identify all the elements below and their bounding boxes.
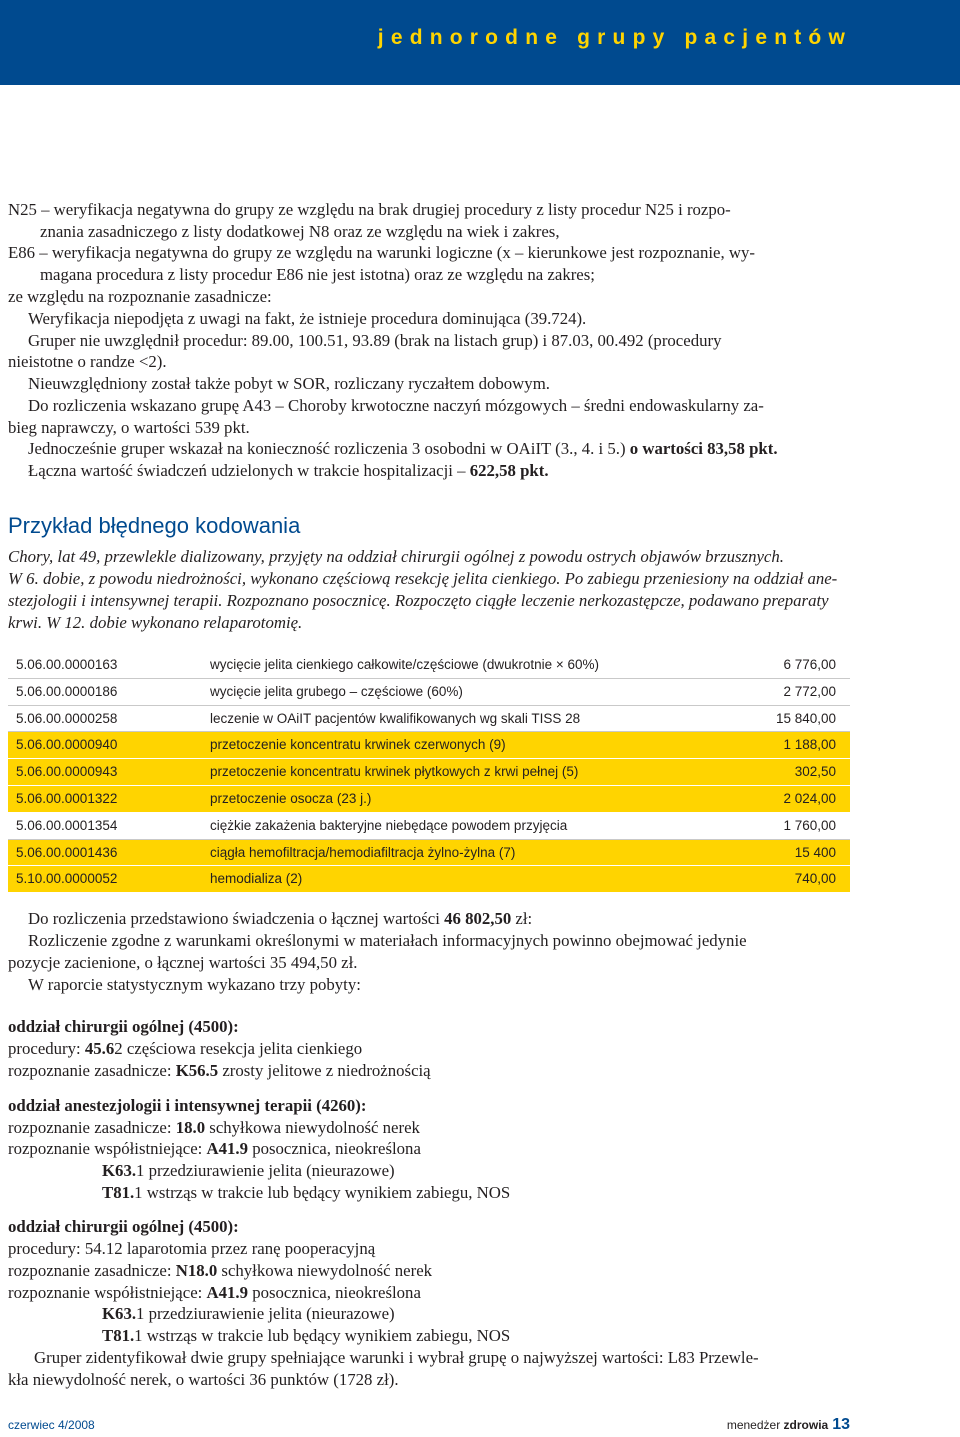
procedure-value: 1 188,00 xyxy=(783,737,836,753)
intro-line: ze względu na rozpoznanie zasadnicze: xyxy=(8,287,272,306)
table-row xyxy=(8,866,850,893)
table-row xyxy=(8,759,850,786)
stay-code: K63. xyxy=(102,1304,137,1323)
intro-line: magana procedura z listy procedur E86 nie jest istotna) oraz ze względu na zakres; xyxy=(40,265,595,284)
procedure-value: 15 400 xyxy=(794,844,836,860)
table-row xyxy=(8,813,850,840)
stay-line: procedury: 54.12 laparotomia przez ranę pooperacyjną xyxy=(8,1239,376,1258)
intro-line: bieg naprawczy, o wartości 539 pkt. xyxy=(8,418,250,437)
procedure-code: 5.06.00.0001354 xyxy=(16,817,118,833)
stay-text: 2 częściowa resekcja jelita cienkiego xyxy=(114,1039,363,1058)
intro-line: E86 – weryfikacja negatywna do grupy ze względu na warunki logiczne (x – kierunkowe jest rozpoznanie, wy- xyxy=(8,243,755,262)
summary-text: zł: xyxy=(511,909,533,928)
stay-code: A41.9 xyxy=(206,1139,249,1158)
footer-magazine-name: menedżer xyxy=(726,1418,784,1432)
stay-text: 1 wstrząs w trakcie lub będący wynikiem zabiegu, NOS xyxy=(134,1326,511,1345)
stay-code: K56.5 xyxy=(175,1061,219,1080)
summary-line xyxy=(28,908,532,930)
procedure-description: hemodializa (2) xyxy=(210,871,303,887)
table-row xyxy=(8,786,850,813)
stay-line xyxy=(8,1282,421,1304)
case-line: W 6. dobie, z powodu niedrożności, wykonano częściową resekcję jelita cienkiego. Po zabiegu przeniesiony na oddział ane- xyxy=(8,569,838,588)
footer-issue: czerwiec 4/2008 xyxy=(8,1418,95,1432)
intro-line: Nieuwzględniony został także pobyt w SOR, rozliczany ryczałtem dobowym. xyxy=(28,374,550,393)
procedure-description: przetoczenie osocza (23 j.) xyxy=(210,790,372,806)
case-line: stezjologii i intensywnej terapii. Rozpoznano posocznicę. Rozpoczęto ciągłe leczenie nerkozastępcze, podawano preparaty xyxy=(8,591,829,610)
intro-line: Gruper nie uwzględnił procedur: 89.00, 100.51, 93.89 (brak na listach grup) i 87.03, 00.492 (procedury xyxy=(28,331,722,350)
stay-line xyxy=(102,1325,510,1347)
stay-code: N18.0 xyxy=(175,1261,218,1280)
intro-line xyxy=(28,438,778,460)
stay-line xyxy=(8,1138,421,1160)
intro-line: Weryfikacja niepodjęta z uwagi na fakt, że istnieje procedura dominująca (39.724). xyxy=(28,309,587,328)
intro-text: Jednocześnie gruper wskazał na konieczność rozliczenia 3 osobodni w OAiIT (3., 4. i 5.) xyxy=(28,439,630,458)
intro-bold-value: o wartości 83,58 pkt. xyxy=(629,439,778,458)
stay-text: zrosty jelitowe z niedrożnością xyxy=(218,1061,431,1080)
case-line: Chory, lat 49, przewlekle dializowany, przyjęty na oddział chirurgii ogólnej z powodu ostrych objawów brzusznych. xyxy=(8,547,784,566)
footer-magazine xyxy=(727,1416,850,1434)
stay-text: schyłkowa niewydolność nerek xyxy=(217,1261,433,1280)
stay-text: 1 przedziurawienie jelita (nieurazowe) xyxy=(136,1304,395,1323)
intro-line: N25 – weryfikacja negatywna do grupy ze względu na brak drugiej procedury z listy procedur N25 i rozpo- xyxy=(8,200,731,219)
stay-title: oddział anestezjologii i intensywnej terapii (4260): xyxy=(8,1096,367,1115)
procedure-value: 1 760,00 xyxy=(783,817,836,833)
stay-line xyxy=(8,1117,420,1139)
procedure-value: 2 024,00 xyxy=(783,790,836,806)
procedure-value: 2 772,00 xyxy=(783,683,836,699)
intro-line xyxy=(28,460,549,482)
stay-text: 1 wstrząs w trakcie lub będący wynikiem zabiegu, NOS xyxy=(134,1183,511,1202)
procedure-description: wycięcie jelita grubego – częściowe (60%) xyxy=(210,683,463,699)
procedure-code: 5.06.00.0001436 xyxy=(16,844,118,860)
stay-text: rozpoznanie współistniejące: xyxy=(8,1283,207,1302)
stay-text: rozpoznanie zasadnicze: xyxy=(8,1118,176,1137)
table-row xyxy=(8,652,850,679)
procedures-table xyxy=(8,652,850,893)
stay-text: 1 przedziurawienie jelita (nieurazowe) xyxy=(136,1161,395,1180)
procedure-value: 6 776,00 xyxy=(783,657,836,672)
stay-line xyxy=(102,1182,510,1204)
page-header-bar xyxy=(0,0,960,85)
procedure-code: 5.06.00.0000163 xyxy=(16,657,118,672)
intro-text: Łączna wartość świadczeń udzielonych w trakcie hospitalizacji – xyxy=(28,461,470,480)
procedure-description: wycięcie jelita cienkiego całkowite/częściowe (dwukrotnie × 60%) xyxy=(210,657,600,672)
procedure-code: 5.06.00.0000940 xyxy=(16,737,118,753)
summary-line: Rozliczenie zgodne z warunkami określonymi w materiałach informacyjnych powinno obejmować jedynie xyxy=(28,931,747,950)
table-row xyxy=(8,840,850,867)
summary-line: pozycje zacienione, o łącznej wartości 35 494,50 zł. xyxy=(8,953,358,972)
procedure-code: 5.06.00.0001322 xyxy=(16,790,118,806)
stay-line xyxy=(102,1303,395,1325)
stay-code: 45.6 xyxy=(84,1039,115,1058)
intro-line: nieistotne o randze <2). xyxy=(8,352,167,371)
stay-code: 18.0 xyxy=(175,1118,206,1137)
stay-text: procedury: xyxy=(8,1039,85,1058)
closing-line: Gruper zidentyfikował dwie grupy spełniające warunki i wybrał grupę o najwyższej wartości: L83 Przewle- xyxy=(34,1348,759,1367)
table-row xyxy=(8,706,850,733)
stay-text: rozpoznanie współistniejące: xyxy=(8,1139,207,1158)
stay-code: A41.9 xyxy=(206,1283,249,1302)
summary-line: W raporcie statystycznym wykazano trzy pobyty: xyxy=(28,975,361,994)
stay-line xyxy=(8,1060,431,1082)
stay-text: rozpoznanie zasadnicze: xyxy=(8,1261,176,1280)
stay-code: K63. xyxy=(102,1161,137,1180)
stay-code: T81. xyxy=(102,1326,135,1345)
footer-magazine-name-bold: zdrowia xyxy=(783,1418,829,1432)
summary-total: 46 802,50 xyxy=(444,909,512,928)
stay-text: schyłkowa niewydolność nerek xyxy=(205,1118,420,1137)
stay-text: rozpoznanie zasadnicze: xyxy=(8,1061,176,1080)
stay-text: posocznica, nieokreślona xyxy=(248,1139,421,1158)
case-line: krwi. W 12. dobie wykonano relaparotomię. xyxy=(8,613,303,632)
intro-line: Do rozliczenia wskazano grupę A43 – Choroby krwotoczne naczyń mózgowych – średni endowaskularny za- xyxy=(28,396,764,415)
stay-title: oddział chirurgii ogólnej (4500): xyxy=(8,1017,239,1036)
procedure-value: 740,00 xyxy=(794,871,836,887)
procedure-code: 5.06.00.0000258 xyxy=(16,710,118,726)
procedure-description: leczenie w OAiIT pacjentów kwalifikowanych wg skali TISS 28 xyxy=(210,710,581,726)
procedure-code: 5.06.00.0000186 xyxy=(16,683,118,699)
stay-line xyxy=(8,1038,362,1060)
stay-line xyxy=(102,1160,395,1182)
summary-text: Do rozliczenia przedstawiono świadczenia o łącznej wartości xyxy=(28,909,445,928)
header-title: jednorodne grupy pacjentów xyxy=(377,26,852,49)
procedure-description: ciężkie zakażenia bakteryjne niebędące powodem przyjęcia xyxy=(210,817,568,833)
procedure-description: ciągła hemofiltracja/hemodiafiltracja żylno-żylna (7) xyxy=(210,844,516,860)
table-row xyxy=(8,679,850,706)
page-number: 13 xyxy=(832,1416,850,1433)
section-title: Przykład błędnego kodowania xyxy=(8,513,301,538)
intro-bold-value: 622,58 pkt. xyxy=(469,461,549,480)
procedure-value: 15 840,00 xyxy=(775,710,836,726)
stay-line xyxy=(8,1260,432,1282)
stay-code: T81. xyxy=(102,1183,135,1202)
stay-title: oddział chirurgii ogólnej (4500): xyxy=(8,1217,239,1236)
procedure-code: 5.10.00.0000052 xyxy=(16,871,118,887)
table-row xyxy=(8,732,850,759)
procedure-value: 302,50 xyxy=(794,764,836,780)
procedure-description: przetoczenie koncentratu krwinek płytkowych z krwi pełnej (5) xyxy=(210,764,579,780)
procedure-description: przetoczenie koncentratu krwinek czerwonych (9) xyxy=(210,737,506,753)
stay-text: posocznica, nieokreślona xyxy=(248,1283,421,1302)
closing-line: kła niewydolność nerek, o wartości 36 punktów (1728 zł). xyxy=(8,1370,399,1389)
procedure-code: 5.06.00.0000943 xyxy=(16,764,118,780)
intro-line: znania zasadniczego z listy dodatkowej N8 oraz ze względu na wiek i zakres, xyxy=(40,222,560,241)
